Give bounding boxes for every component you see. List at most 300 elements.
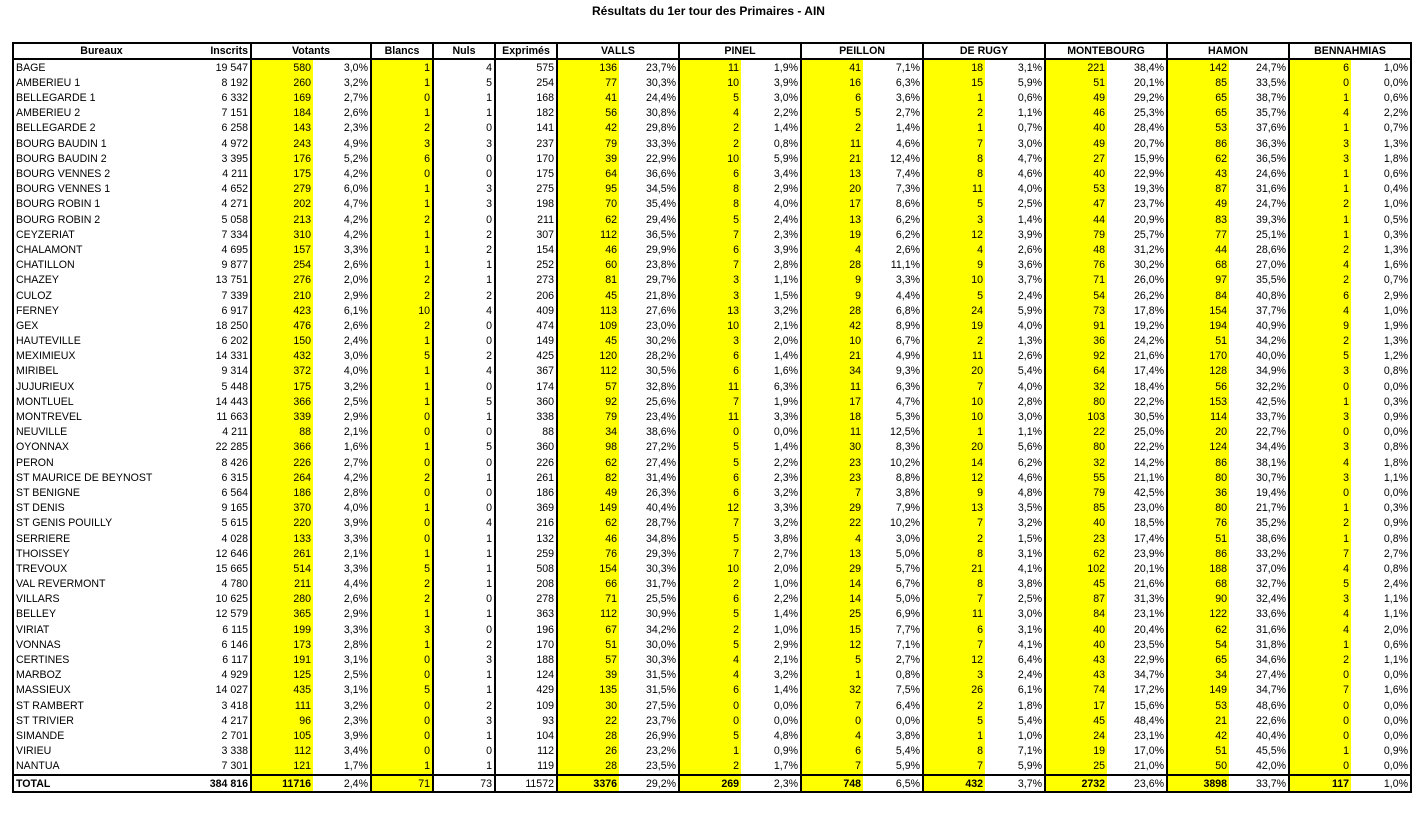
- header-row: [13, 43, 1411, 59]
- bennahmias-pct-cell: 0,7%: [1351, 121, 1411, 136]
- hamon-pct-cell: 34,9%: [1256, 365, 1287, 378]
- de-rugy-pct-cell: 3,6%: [1017, 259, 1043, 272]
- header-candidate-montebourg: MONTEBOURG: [1045, 43, 1167, 59]
- hamon-votes-cell: 84: [1167, 288, 1229, 303]
- bureau-cell: MONTREVEL: [13, 410, 189, 425]
- bennahmias-votes-cell: 1: [1289, 531, 1351, 546]
- montebourg-pct-cell: 23,6%: [1107, 775, 1167, 792]
- inscrits-cell: 3 418: [221, 699, 248, 712]
- montebourg-pct-cell: 19,2%: [1134, 319, 1165, 332]
- nuls-cell: 2: [433, 349, 495, 364]
- peillon-votes-cell: 7: [801, 759, 863, 775]
- peillon-votes-cell: 34: [801, 364, 863, 379]
- table-row: [13, 75, 1411, 90]
- pinel-pct-cell: 2,2%: [773, 107, 799, 120]
- pinel-votes-cell: 7: [679, 546, 741, 561]
- peillon-votes-cell: 28: [801, 303, 863, 318]
- peillon-votes-cell: 6: [801, 91, 863, 106]
- montebourg-votes-cell: 55: [1045, 470, 1107, 485]
- exprimes-cell: 425: [495, 349, 557, 364]
- de-rugy-votes-cell: 18: [923, 59, 985, 75]
- valls-votes-cell: 57: [557, 379, 619, 394]
- table-row: [13, 637, 1411, 652]
- bennahmias-votes-cell: 4: [1289, 258, 1351, 273]
- blancs-cell: 1: [371, 182, 433, 197]
- montebourg-votes-cell: 62: [1045, 546, 1107, 561]
- inscrits-cell: 19 547: [215, 61, 248, 74]
- inscrits-cell: 14 331: [215, 350, 248, 363]
- inscrits-cell: 4 211: [222, 168, 248, 180]
- exprimes-cell: 206: [495, 288, 557, 303]
- valls-pct-cell: 35,4%: [645, 198, 677, 211]
- pinel-votes-cell: 6: [679, 485, 741, 500]
- de-rugy-votes-cell: 24: [923, 303, 985, 318]
- votants-cell: 184: [251, 106, 313, 121]
- de-rugy-votes-cell: 10: [923, 273, 985, 288]
- de-rugy-votes-cell: 15: [923, 75, 985, 90]
- votants-pct-cell: 2,5%: [343, 395, 368, 408]
- exprimes-cell: 175: [495, 167, 557, 182]
- peillon-pct-cell: 6,8%: [895, 304, 921, 317]
- pinel-votes-cell: 7: [679, 394, 741, 409]
- bennahmias-pct-cell: 2,9%: [1351, 288, 1411, 303]
- peillon-pct-cell: 11,1%: [890, 259, 921, 272]
- peillon-votes-cell: 11: [801, 136, 863, 151]
- hamon-pct-cell: 19,4%: [1256, 486, 1287, 499]
- valls-votes-cell: 77: [557, 75, 619, 90]
- table-row: [13, 622, 1411, 637]
- hamon-votes-cell: 85: [1167, 75, 1229, 90]
- montebourg-votes-cell: 45: [1045, 713, 1107, 728]
- inscrits-cell: 9 165: [221, 502, 248, 515]
- table-row: [13, 394, 1411, 409]
- inscrits-cell: 11 663: [216, 411, 248, 423]
- peillon-pct-cell: 6,3%: [895, 380, 921, 393]
- votants-cell: 366: [251, 394, 313, 409]
- hamon-pct-cell: 48,6%: [1256, 699, 1287, 712]
- montebourg-votes-cell: 43: [1045, 653, 1107, 668]
- bennahmias-votes-cell: 2: [1289, 242, 1351, 257]
- pinel-pct-cell: 1,4%: [773, 684, 799, 697]
- nuls-cell: 1: [433, 531, 495, 546]
- hamon-pct-cell: 35,5%: [1256, 274, 1287, 287]
- valls-votes-cell: 60: [557, 258, 619, 273]
- pinel-votes-cell: 7: [679, 516, 741, 531]
- results-table: [12, 42, 1412, 793]
- blancs-cell: 0: [371, 455, 433, 470]
- de-rugy-votes-cell: 19: [923, 318, 985, 333]
- hamon-votes-cell: 114: [1167, 410, 1229, 425]
- pinel-pct-cell: 1,4%: [773, 608, 799, 621]
- hamon-pct-cell: 38,1%: [1256, 456, 1287, 469]
- blancs-cell: 0: [371, 713, 433, 728]
- exprimes-cell: 154: [495, 242, 557, 257]
- bennahmias-votes-cell: 2: [1289, 516, 1351, 531]
- valls-votes-cell: 56: [557, 106, 619, 121]
- hamon-pct-cell: 31,6%: [1256, 623, 1287, 636]
- montebourg-pct-cell: 25,7%: [1134, 228, 1165, 241]
- montebourg-pct-cell: 17,4%: [1134, 365, 1165, 378]
- hamon-votes-cell: 170: [1167, 349, 1229, 364]
- montebourg-votes-cell: 44: [1045, 212, 1107, 227]
- votants-cell: 213: [251, 212, 313, 227]
- table-row: [13, 212, 1411, 227]
- nuls-cell: 0: [433, 121, 495, 136]
- votants-cell: 310: [251, 227, 313, 242]
- peillon-votes-cell: 25: [801, 607, 863, 622]
- votants-pct-cell: 1,7%: [343, 760, 368, 773]
- exprimes-cell: 208: [495, 577, 557, 592]
- peillon-votes-cell: 4: [801, 728, 863, 743]
- votants-cell: 150: [251, 334, 313, 349]
- peillon-pct-cell: 8,8%: [895, 471, 921, 484]
- votants-pct-cell: 2,4%: [343, 335, 368, 348]
- hamon-votes-cell: 54: [1167, 637, 1229, 652]
- de-rugy-pct-cell: 4,6%: [1017, 471, 1043, 484]
- pinel-votes-cell: 4: [679, 668, 741, 683]
- votants-pct-cell: 3,2%: [343, 380, 368, 393]
- table-row: [13, 440, 1411, 455]
- exprimes-cell: 575: [495, 59, 557, 75]
- de-rugy-pct-cell: 1,0%: [1017, 729, 1043, 742]
- bennahmias-votes-cell: 0: [1289, 379, 1351, 394]
- peillon-pct-cell: 3,8%: [895, 486, 921, 499]
- bennahmias-pct-cell: 1,6%: [1351, 258, 1411, 273]
- votants-pct-cell: 2,6%: [343, 107, 368, 120]
- pinel-votes-cell: 269: [679, 775, 741, 792]
- montebourg-pct-cell: 23,1%: [1134, 729, 1165, 742]
- de-rugy-pct-cell: 2,4%: [1017, 669, 1043, 682]
- montebourg-votes-cell: 22: [1045, 425, 1107, 440]
- pinel-pct-cell: 3,8%: [773, 532, 799, 545]
- montebourg-pct-cell: 23,9%: [1134, 547, 1165, 560]
- de-rugy-pct-cell: 3,2%: [1017, 517, 1043, 530]
- valls-votes-cell: 98: [557, 440, 619, 455]
- blancs-cell: 5: [371, 349, 433, 364]
- exprimes-cell: 132: [495, 531, 557, 546]
- votants-cell: 220: [251, 516, 313, 531]
- nuls-cell: 2: [433, 242, 495, 257]
- peillon-votes-cell: 9: [801, 273, 863, 288]
- votants-cell: 202: [251, 197, 313, 212]
- exprimes-cell: 198: [495, 197, 557, 212]
- table-row: [13, 455, 1411, 470]
- votants-pct-cell: 4,2%: [343, 168, 368, 180]
- valls-pct-cell: 31,5%: [645, 684, 677, 697]
- bennahmias-pct-cell: 1,3%: [1351, 136, 1411, 151]
- de-rugy-pct-cell: 4,0%: [1017, 380, 1043, 393]
- votants-pct-cell: 3,1%: [343, 654, 368, 666]
- pinel-votes-cell: 1: [679, 744, 741, 759]
- bennahmias-pct-cell: 0,0%: [1351, 485, 1411, 500]
- hamon-pct-cell: 37,0%: [1256, 562, 1287, 575]
- votants-pct-cell: 4,4%: [343, 578, 368, 591]
- de-rugy-pct-cell: 1,3%: [1017, 335, 1043, 348]
- bureau-cell: SERRIERE: [13, 531, 189, 546]
- bennahmias-votes-cell: 0: [1289, 668, 1351, 683]
- votants-cell: 432: [251, 349, 313, 364]
- valls-pct-cell: 30,3%: [645, 562, 677, 575]
- montebourg-votes-cell: 64: [1045, 364, 1107, 379]
- bennahmias-votes-cell: 4: [1289, 561, 1351, 576]
- montebourg-votes-cell: 17: [1045, 698, 1107, 713]
- peillon-pct-cell: 6,5%: [863, 775, 923, 792]
- montebourg-pct-cell: 18,4%: [1134, 380, 1165, 393]
- pinel-votes-cell: 5: [679, 607, 741, 622]
- pinel-pct-cell: 1,5%: [773, 289, 799, 302]
- inscrits-cell: 6 564: [221, 486, 248, 499]
- pinel-pct-cell: 0,0%: [773, 699, 799, 712]
- valls-votes-cell: 39: [557, 668, 619, 683]
- bennahmias-votes-cell: 0: [1289, 485, 1351, 500]
- inscrits-cell: 8 192: [221, 76, 248, 89]
- header-bureaux: Bureaux: [13, 43, 189, 59]
- table-row: [13, 59, 1411, 75]
- de-rugy-votes-cell: 8: [923, 744, 985, 759]
- hamon-pct-cell: 32,2%: [1256, 380, 1287, 393]
- table-row: [13, 182, 1411, 197]
- exprimes-cell: 259: [495, 546, 557, 561]
- table-row: [13, 288, 1411, 303]
- valls-votes-cell: 30: [557, 698, 619, 713]
- nuls-cell: 3: [433, 653, 495, 668]
- peillon-votes-cell: 2: [801, 121, 863, 136]
- blancs-cell: 2: [371, 121, 433, 136]
- valls-votes-cell: 81: [557, 273, 619, 288]
- valls-pct-cell: 21,8%: [645, 289, 677, 302]
- nuls-cell: 1: [433, 561, 495, 576]
- de-rugy-votes-cell: 5: [923, 197, 985, 212]
- votants-pct-cell: 5,2%: [343, 152, 368, 165]
- pinel-votes-cell: 2: [679, 136, 741, 151]
- inscrits-cell: 6 146: [221, 638, 248, 651]
- valls-pct-cell: 23,2%: [645, 745, 677, 758]
- blancs-cell: 0: [371, 410, 433, 425]
- montebourg-pct-cell: 24,2%: [1134, 335, 1165, 348]
- bureau-cell: ST RAMBERT: [13, 698, 189, 713]
- hamon-pct-cell: 32,4%: [1256, 593, 1287, 606]
- valls-pct-cell: 26,3%: [645, 486, 677, 499]
- votants-pct-cell: 2,6%: [343, 593, 368, 606]
- inscrits-cell: 4 695: [221, 243, 248, 256]
- bennahmias-pct-cell: 0,0%: [1351, 728, 1411, 743]
- de-rugy-pct-cell: 2,4%: [1017, 289, 1043, 302]
- blancs-cell: 1: [371, 501, 433, 516]
- table-row: [13, 379, 1411, 394]
- bureau-cell: MIRIBEL: [13, 364, 189, 379]
- table-row: [13, 425, 1411, 440]
- valls-pct-cell: 40,4%: [645, 502, 677, 515]
- bennahmias-votes-cell: 1: [1289, 182, 1351, 197]
- bureau-cell: AMBERIEU 2: [13, 106, 189, 121]
- votants-cell: 514: [251, 561, 313, 576]
- bennahmias-votes-cell: 9: [1289, 318, 1351, 333]
- de-rugy-pct-cell: 5,6%: [1017, 441, 1043, 454]
- peillon-pct-cell: 5,3%: [895, 411, 921, 423]
- table-row: [13, 713, 1411, 728]
- montebourg-pct-cell: 26,0%: [1134, 274, 1165, 287]
- hamon-pct-cell: 37,7%: [1256, 304, 1287, 317]
- pinel-votes-cell: 6: [679, 349, 741, 364]
- valls-pct-cell: 23,5%: [645, 760, 677, 773]
- inscrits-cell: 7 334: [221, 228, 248, 241]
- header-candidate-hamon: HAMON: [1167, 43, 1289, 59]
- exprimes-cell: 273: [495, 273, 557, 288]
- hamon-pct-cell: 34,7%: [1256, 684, 1287, 697]
- pinel-votes-cell: 3: [679, 334, 741, 349]
- votants-pct-cell: 2,9%: [343, 608, 368, 621]
- de-rugy-votes-cell: 2: [923, 698, 985, 713]
- bureau-cell: MONTLUEL: [13, 394, 189, 409]
- peillon-pct-cell: 6,4%: [895, 699, 921, 712]
- pinel-votes-cell: 2: [679, 577, 741, 592]
- blancs-cell: 1: [371, 227, 433, 242]
- de-rugy-votes-cell: 3: [923, 212, 985, 227]
- blancs-cell: 1: [371, 379, 433, 394]
- valls-pct-cell: 30,2%: [645, 335, 677, 348]
- inscrits-cell: 5 615: [221, 517, 248, 530]
- montebourg-votes-cell: 40: [1045, 121, 1107, 136]
- bennahmias-votes-cell: 4: [1289, 455, 1351, 470]
- valls-pct-cell: 26,9%: [645, 729, 677, 742]
- inscrits-cell: 9 314: [221, 365, 248, 378]
- bureau-cell: CEYZERIAT: [13, 227, 189, 242]
- exprimes-cell: 360: [495, 394, 557, 409]
- exprimes-cell: 119: [495, 759, 557, 775]
- pinel-pct-cell: 0,0%: [773, 426, 799, 439]
- montebourg-pct-cell: 21,0%: [1134, 760, 1165, 773]
- hamon-votes-cell: 36: [1167, 485, 1229, 500]
- peillon-pct-cell: 1,4%: [895, 122, 921, 135]
- hamon-votes-cell: 142: [1167, 59, 1229, 75]
- peillon-pct-cell: 4,4%: [895, 289, 921, 302]
- de-rugy-pct-cell: 5,9%: [1017, 76, 1043, 89]
- montebourg-votes-cell: 73: [1045, 303, 1107, 318]
- peillon-pct-cell: 7,7%: [895, 623, 921, 636]
- valls-votes-cell: 62: [557, 516, 619, 531]
- montebourg-votes-cell: 92: [1045, 349, 1107, 364]
- exprimes-cell: 369: [495, 501, 557, 516]
- valls-pct-cell: 23,0%: [645, 319, 677, 332]
- de-rugy-votes-cell: 4: [923, 242, 985, 257]
- table-row: [13, 728, 1411, 743]
- exprimes-cell: 174: [495, 379, 557, 394]
- inscrits-cell: 6 115: [222, 623, 248, 636]
- valls-pct-cell: 23,7%: [645, 714, 677, 727]
- hamon-votes-cell: 86: [1167, 546, 1229, 561]
- hamon-pct-cell: 33,2%: [1256, 547, 1287, 560]
- table-row: [13, 410, 1411, 425]
- votants-pct-cell: 2,7%: [343, 92, 368, 105]
- valls-votes-cell: 3376: [557, 775, 619, 792]
- hamon-pct-cell: 25,1%: [1256, 228, 1287, 241]
- de-rugy-votes-cell: 7: [923, 136, 985, 151]
- pinel-votes-cell: 10: [679, 75, 741, 90]
- de-rugy-votes-cell: 12: [923, 653, 985, 668]
- header-candidate-bennahmias: BENNAHMIAS: [1289, 43, 1411, 59]
- blancs-cell: 1: [371, 59, 433, 75]
- table-row: [13, 197, 1411, 212]
- bennahmias-votes-cell: 7: [1289, 683, 1351, 698]
- bennahmias-pct-cell: 0,0%: [1351, 75, 1411, 90]
- peillon-pct-cell: 2,7%: [895, 654, 921, 666]
- peillon-pct-cell: 3,8%: [895, 729, 921, 742]
- blancs-cell: 5: [371, 683, 433, 698]
- bureau-cell: BELLEGARDE 1: [13, 91, 189, 106]
- valls-pct-cell: 34,5%: [645, 183, 677, 196]
- pinel-votes-cell: 6: [679, 364, 741, 379]
- pinel-pct-cell: 6,3%: [773, 380, 799, 393]
- votants-pct-cell: 2,7%: [343, 456, 368, 469]
- pinel-pct-cell: 2,0%: [773, 562, 799, 575]
- bennahmias-pct-cell: 0,0%: [1351, 698, 1411, 713]
- nuls-cell: 2: [433, 227, 495, 242]
- de-rugy-pct-cell: 3,9%: [1017, 228, 1043, 241]
- votants-cell: 176: [251, 151, 313, 166]
- table-row: [13, 303, 1411, 318]
- pinel-votes-cell: 2: [679, 622, 741, 637]
- table-row: [13, 546, 1411, 561]
- pinel-pct-cell: 2,7%: [773, 547, 799, 560]
- hamon-pct-cell: 33,7%: [1229, 775, 1289, 792]
- inscrits-cell: 4 271: [221, 198, 248, 211]
- blancs-cell: 2: [371, 273, 433, 288]
- bennahmias-pct-cell: 0,0%: [1351, 713, 1411, 728]
- inscrits-cell: 14 027: [215, 684, 248, 697]
- peillon-votes-cell: 17: [801, 197, 863, 212]
- de-rugy-pct-cell: 4,7%: [1017, 152, 1043, 165]
- de-rugy-pct-cell: 5,4%: [1017, 714, 1043, 727]
- table-row: [13, 334, 1411, 349]
- bennahmias-votes-cell: 3: [1289, 470, 1351, 485]
- pinel-pct-cell: 2,9%: [773, 638, 799, 651]
- de-rugy-pct-cell: 3,5%: [1017, 502, 1043, 515]
- votants-cell: 199: [251, 622, 313, 637]
- inscrits-cell: 5 448: [221, 380, 248, 393]
- bennahmias-pct-cell: 1,1%: [1351, 592, 1411, 607]
- pinel-pct-cell: 2,0%: [773, 335, 799, 348]
- blancs-cell: 1: [371, 607, 433, 622]
- bennahmias-pct-cell: 1,3%: [1351, 334, 1411, 349]
- votants-pct-cell: 4,2%: [343, 213, 368, 226]
- de-rugy-pct-cell: 3,1%: [1017, 61, 1043, 74]
- votants-pct-cell: 2,3%: [343, 122, 368, 135]
- peillon-pct-cell: 3,6%: [895, 92, 921, 105]
- votants-pct-cell: 2,8%: [343, 638, 368, 651]
- hamon-votes-cell: 122: [1167, 607, 1229, 622]
- bureau-cell: NANTUA: [13, 759, 189, 775]
- nuls-cell: 5: [433, 75, 495, 90]
- peillon-votes-cell: 6: [801, 744, 863, 759]
- valls-votes-cell: 95: [557, 182, 619, 197]
- nuls-cell: 0: [433, 744, 495, 759]
- bennahmias-votes-cell: 2: [1289, 653, 1351, 668]
- montebourg-votes-cell: 48: [1045, 242, 1107, 257]
- peillon-votes-cell: 14: [801, 592, 863, 607]
- pinel-votes-cell: 6: [679, 470, 741, 485]
- de-rugy-votes-cell: 7: [923, 592, 985, 607]
- pinel-votes-cell: 6: [679, 683, 741, 698]
- montebourg-pct-cell: 20,7%: [1134, 137, 1165, 150]
- valls-votes-cell: 42: [557, 121, 619, 136]
- de-rugy-pct-cell: 1,1%: [1017, 107, 1043, 120]
- nuls-cell: 3: [433, 713, 495, 728]
- bennahmias-votes-cell: 1: [1289, 167, 1351, 182]
- blancs-cell: 1: [371, 394, 433, 409]
- de-rugy-votes-cell: 8: [923, 151, 985, 166]
- bennahmias-pct-cell: 0,5%: [1351, 212, 1411, 227]
- peillon-pct-cell: 6,3%: [895, 76, 921, 89]
